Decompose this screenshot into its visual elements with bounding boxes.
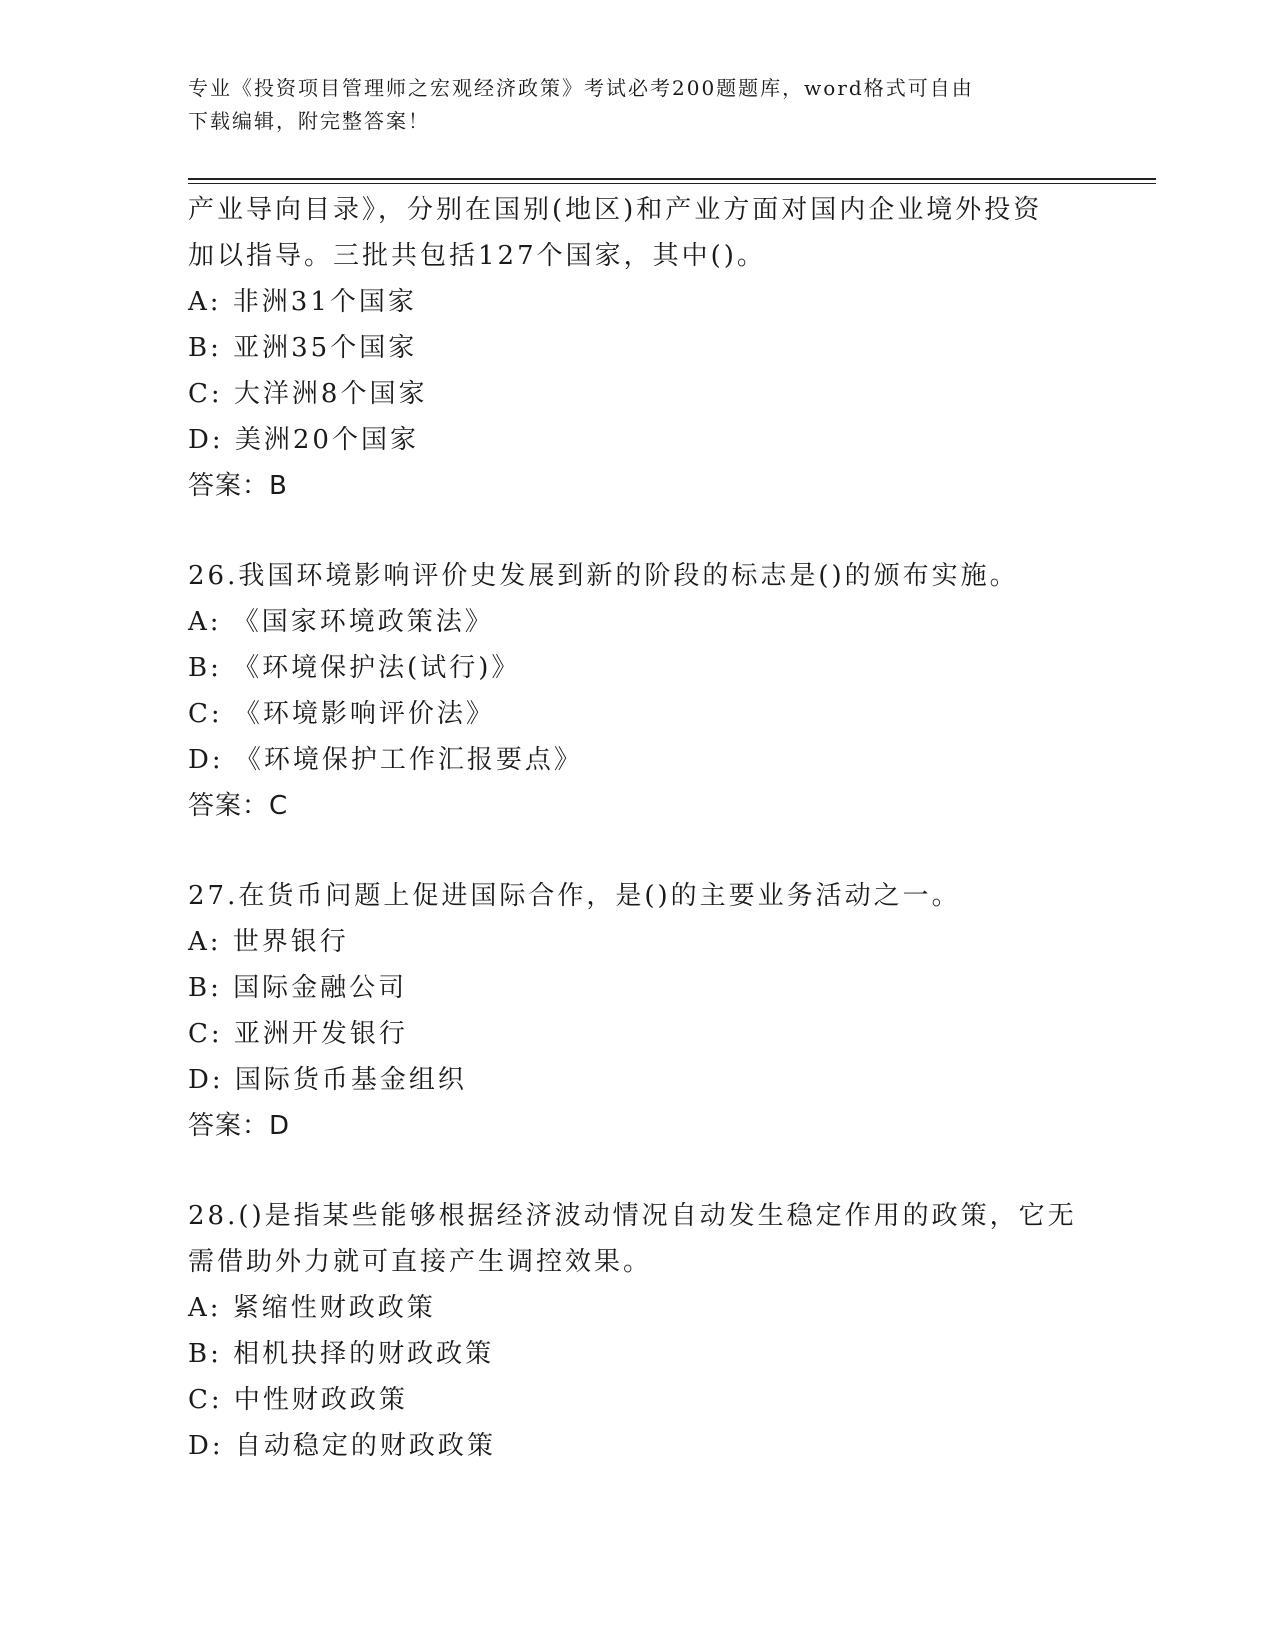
header-divider-thick (188, 178, 1156, 180)
answer-label: 答案：C (188, 791, 289, 821)
question-list (188, 187, 1088, 1469)
option-a: A: 世界银行 (188, 927, 349, 957)
option-a: A: 紧缩性财政政策 (188, 1293, 436, 1323)
option-a: A: 《国家环境政策法》 (188, 607, 494, 637)
question-27 (188, 873, 1088, 1149)
option-d: D: 美洲20个国家 (188, 425, 419, 455)
question-stem: 26.我国环境影响评价史发展到新的阶段的标志是()的颁布实施。 (188, 561, 1019, 591)
question-25 (188, 187, 1088, 509)
option-c: C: 亚洲开发银行 (188, 1019, 408, 1049)
header-title-line-2: 下载编辑，附完整答案！ (188, 109, 430, 133)
question-28 (188, 1193, 1088, 1469)
header-divider-thin (188, 183, 1156, 184)
answer-label: 答案：B (188, 471, 288, 501)
question-26 (188, 553, 1088, 829)
header-title-line-1: 专业《投资项目管理师之宏观经济政策》考试必考200题题库，word格式可自由 (188, 76, 974, 100)
option-c: C: 中性财政政策 (188, 1385, 408, 1415)
option-b: B: 相机抉择的财政政策 (188, 1339, 495, 1369)
option-c: C: 大洋洲8个国家 (188, 379, 428, 409)
question-stem: 加以指导。三批共包括127个国家，其中()。 (188, 241, 766, 271)
answer-label: 答案：D (188, 1111, 291, 1141)
document-header (188, 72, 1068, 138)
option-b: B: 《环境保护法(试行)》 (188, 653, 521, 683)
question-stem: 27.在货币问题上促进国际合作，是()的主要业务活动之一。 (188, 881, 961, 911)
option-d: D: 《环境保护工作汇报要点》 (188, 745, 583, 775)
option-b: B: 亚洲35个国家 (188, 333, 418, 363)
question-stem: 需借助外力就可直接产生调控效果。 (188, 1247, 653, 1277)
option-d: D: 国际货币基金组织 (188, 1065, 467, 1095)
question-stem: 28.()是指某些能够根据经济波动情况自动发生稳定作用的政策，它无 (188, 1201, 1077, 1231)
question-stem: 产业导向目录》，分别在国别(地区)和产业方面对国内企业境外投资 (188, 195, 1043, 225)
option-b: B: 国际金融公司 (188, 973, 408, 1003)
option-a: A: 非洲31个国家 (188, 287, 417, 317)
option-d: D: 自动稳定的财政政策 (188, 1431, 496, 1461)
option-c: C: 《环境影响评价法》 (188, 699, 495, 729)
